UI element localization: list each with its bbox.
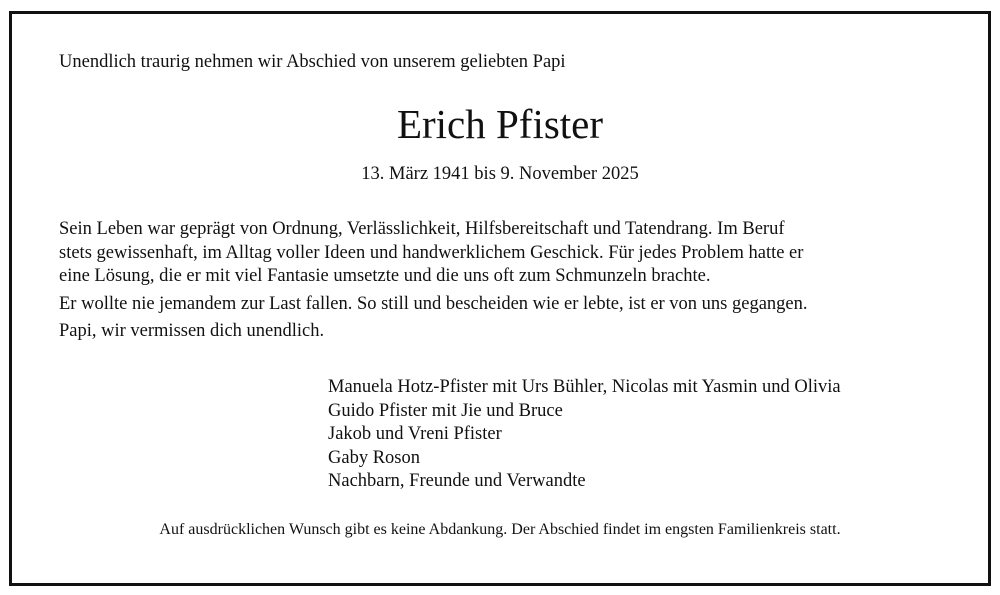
mourner-entry: Gaby Roson — [328, 447, 420, 468]
tribute-line: Sein Leben war geprägt von Ordnung, Verlässlichkeit, Hilfsbereitschaft und Tatendrang. Im Beruf — [59, 219, 785, 239]
mourner-entry: Guido Pfister mit Jie und Bruce — [328, 400, 563, 421]
tribute-text — [59, 218, 959, 344]
mourners-list — [328, 376, 841, 494]
tribute-line: Papi, wir vermissen dich unendlich. — [59, 321, 325, 341]
tribute-line: stets gewissenhaft, im Alltag voller Ideen und handwerklichem Geschick. Für jedes Problem hatte er — [59, 242, 804, 263]
tribute-paragraph — [59, 320, 959, 344]
mourner-entry: Manuela Hotz-Pfister mit Urs Bühler, Nicolas mit Yasmin und Olivia — [328, 377, 841, 397]
mourner-entry: Nachbarn, Freunde und Verwandte — [328, 471, 586, 491]
life-dates: 13. März 1941 bis 9. November 2025 — [361, 164, 639, 184]
mourner-entry: Jakob und Vreni Pfister — [328, 424, 502, 444]
intro-line: Unendlich traurig nehmen wir Abschied von unserem geliebten Papi — [59, 52, 566, 72]
tribute-paragraph — [59, 293, 959, 317]
tribute-line: eine Lösung, die er mit viel Fantasie umsetzte und die uns oft zum Schmunzeln brachte. — [59, 266, 711, 286]
tribute-paragraph — [59, 218, 959, 289]
tribute-line: Er wollte nie jemandem zur Last fallen. So still und bescheiden wie er lebte, ist er von uns gegangen. — [59, 293, 808, 314]
obituary-frame — [9, 11, 991, 586]
funeral-notice: Auf ausdrücklichen Wunsch gibt es keine Abdankung. Der Abschied findet im engsten Familienkreis statt. — [159, 521, 841, 538]
deceased-name: Erich Pfister — [396, 101, 604, 147]
